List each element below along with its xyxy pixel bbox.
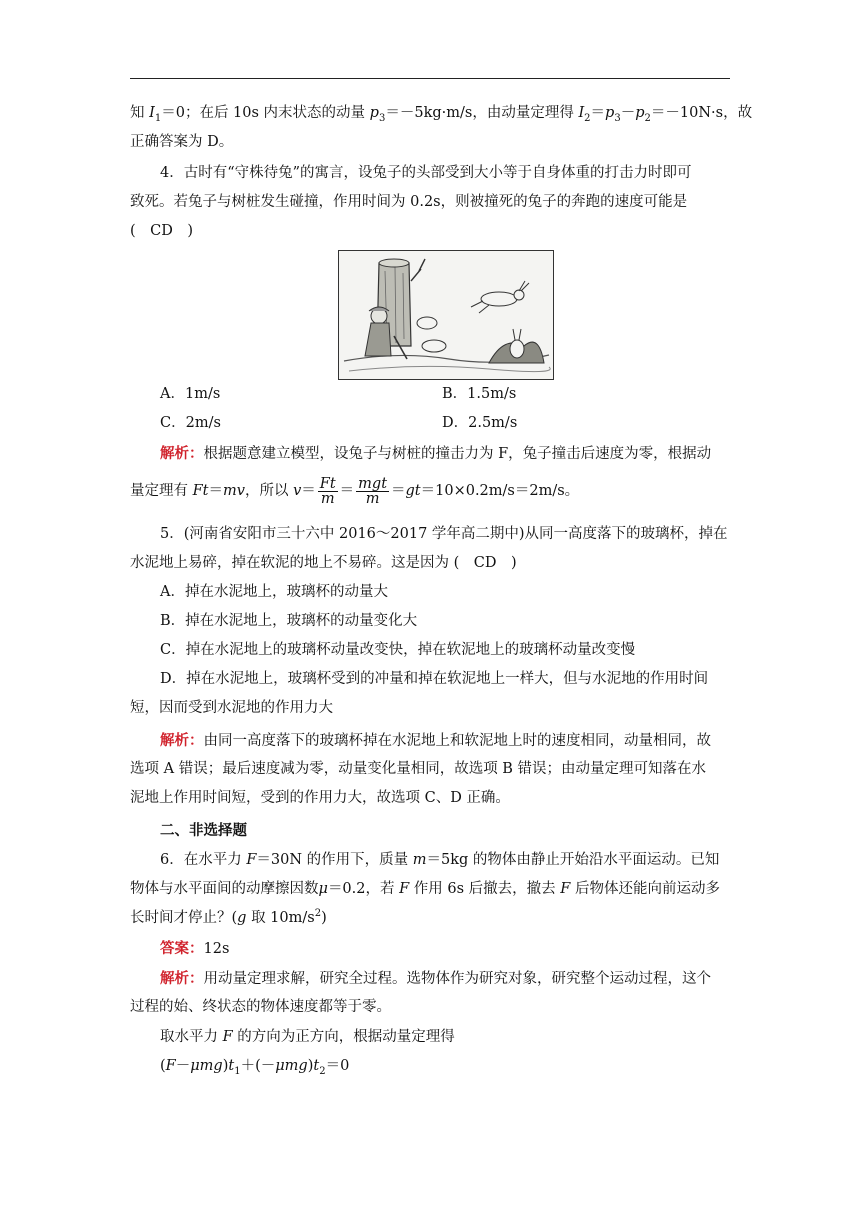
answer-line: 答案：12s	[160, 940, 230, 957]
explanation-line: 过程的始、终状态的物体速度都等于零。	[130, 999, 391, 1015]
text-line: 知 $I_1=0$；在后 10s 内末状态的动量 $p_3=-5kg\cdot m/s$，由动量定理得 $I_2=p_3-p_2=-10N\cdot s$，故	[130, 105, 753, 124]
question-4-answer: ( CD )	[130, 223, 194, 239]
answer-label: 答案：	[160, 940, 204, 957]
explanation-line: 取水平力 F 的方向为正方向，根据动量定理得	[160, 1029, 455, 1045]
question-4-line: 4．古时有“守株待兔”的寓言，设兔子的头部受到大小等于自身体重的打击力时即可	[160, 165, 692, 181]
question-5-line: 水泥地上易碎，掉在软泥的地上不易碎。这是因为 ( CD )	[130, 555, 517, 571]
explanation-line: 泥地上作用时间短，受到的作用力大，故选项 C、D 正确。	[130, 790, 510, 806]
rabbit-tree-drawing	[339, 251, 553, 379]
option-d-continued: 短，因而受到水泥地的作用力大	[130, 700, 333, 716]
question-6-line: 物体与水平面间的动摩擦因数μ＝0.2，若 F 作用 6s 后撤去，撤去 F 后物体还能向前运动多	[130, 881, 720, 897]
question-6-line: 长时间才停止？(g 取 $10m/s^2$)	[130, 908, 327, 926]
question-5-line: 5．(河南省安阳市三十六中 2016～2017 学年高二期中)从同一高度落下的玻璃杯，掉在	[160, 526, 728, 542]
option-a: A．掉在水泥地上，玻璃杯的动量大	[160, 584, 388, 600]
option-d: D．2.5m/s	[442, 415, 518, 431]
option-b: B．掉在水泥地上，玻璃杯的动量变化大	[160, 613, 418, 629]
explanation-formula-line: 量定理有 Ft＝mv，所以 v＝ $\frac{Ft}{m}$ ＝ $\frac{\text{mgt}}{m}$ ＝gt＝10×0.2m/s＝2m/s。	[130, 475, 580, 507]
text-line: 正确答案为 D。	[130, 134, 234, 150]
option-b: B．1.5m/s	[442, 386, 517, 402]
explanation-label: 解析：	[160, 445, 204, 462]
explanation-label: 解析：	[160, 970, 204, 987]
explanation-line: 选项 A 错误；最后速度减为零，动量变化量相同，故选项 B 错误；由动量定理可知落在水	[130, 761, 707, 777]
question-4-line: 致死。若兔子与树桩发生碰撞，作用时间为 0.2s，则被撞死的兔子的奔跑的速度可能是	[130, 194, 688, 210]
explanation-line: 解析：由同一高度落下的玻璃杯掉在水泥地上和软泥地上时的速度相同，动量相同，故	[160, 732, 711, 749]
formula-line: $(F-\mu mg)t_1+(-\mu mg)t_2=0$	[160, 1058, 350, 1077]
section-heading: 二、非选择题	[160, 822, 247, 839]
option-d: D．掉在水泥地上，玻璃杯受到的冲量和掉在软泥地上一样大，但与水泥地的作用时间	[160, 671, 709, 687]
fraction: $\frac{Ft}{m}$	[319, 475, 336, 507]
option-c: C．2m/s	[160, 415, 221, 431]
explanation-line: 解析：根据题意建立模型，设兔子与树桩的撞击力为 F，兔子撞击后速度为零，根据动	[160, 445, 712, 462]
question-6-line: 6．在水平力 F＝30N 的作用下，质量 m＝5kg 的物体由静止开始沿水平面运动。已知	[160, 852, 720, 868]
option-c: C．掉在水泥地上的玻璃杯动量改变快，掉在软泥地上的玻璃杯动量改变慢	[160, 642, 636, 658]
header-rule	[130, 78, 730, 79]
explanation-label: 解析：	[160, 732, 204, 749]
option-a: A．1m/s	[160, 386, 221, 402]
fraction: $\frac{\text{mgt}}{m}$	[358, 475, 388, 507]
explanation-line: 解析：用动量定理求解，研究全过程。选物体作为研究对象，研究整个运动过程，这个	[160, 970, 711, 987]
rabbit-tree-illustration	[338, 250, 554, 380]
